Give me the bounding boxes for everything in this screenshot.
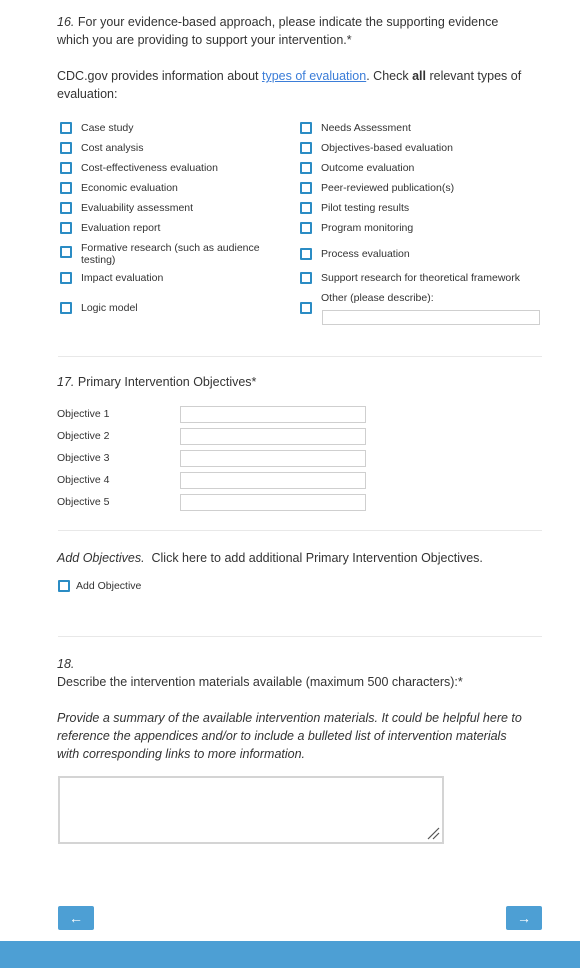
intro-emphasis: all [412,69,426,83]
objective-label: Objective 1 [57,408,110,420]
question-text: For your evidence-based approach, please indicate the supporting evidence which you are providing to support your intervention.* [57,15,499,47]
checkbox-label: Evaluation report [81,222,161,234]
checkbox-add-objective[interactable] [58,580,70,592]
intro-text-mid: . Check [366,69,413,83]
divider [58,636,542,637]
question-number: 17. [57,375,75,389]
checkbox-process-evaluation[interactable] [300,248,312,260]
divider [58,356,542,357]
materials-textarea[interactable] [58,776,444,844]
objective-3-input[interactable] [180,450,366,467]
question-17 [57,373,532,391]
add-objectives-title: Add Objectives. [57,551,145,565]
checkbox-objectives-based-evaluation[interactable] [300,142,312,154]
back-button[interactable]: ← [58,906,94,930]
checkbox-support-research[interactable] [300,272,312,284]
checkbox-program-monitoring[interactable] [300,222,312,234]
checkbox-cost-effectiveness-evaluation[interactable] [60,162,72,174]
question-number: 16. [57,15,75,29]
types-of-evaluation-link[interactable]: types of evaluation [261,69,367,83]
checkbox-label: Objectives-based evaluation [321,142,453,154]
checkbox-label: Program monitoring [321,222,414,234]
checkbox-evaluability-assessment[interactable] [60,202,72,214]
question-16 [57,13,532,49]
objective-1-input[interactable] [180,406,366,423]
checkbox-peer-reviewed-publications[interactable] [300,182,312,194]
checkbox-evaluation-report[interactable] [60,222,72,234]
checkbox-label: Case study [81,122,134,134]
checkbox-economic-evaluation[interactable] [60,182,72,194]
objective-label: Objective 2 [57,430,110,442]
question-number: 18. [57,657,75,671]
checkbox-cost-analysis[interactable] [60,142,72,154]
question-18-help: Provide a summary of the available intervention materials. It could be helpful here to reference the appendices and/or to include a bulleted list of intervention materials with corresponding links to more information. [57,711,522,761]
checkbox-logic-model[interactable] [60,302,72,314]
intro-text-end: relevant types of evaluation: [57,69,522,101]
checkbox-label: Process evaluation [321,248,410,260]
other-describe-input[interactable] [322,310,540,325]
objective-label: Objective 4 [57,474,110,486]
checkbox-label: Cost analysis [81,142,144,154]
add-objectives-text: Click here to add additional Primary Intervention Objectives. [151,551,483,565]
checkbox-label: Formative research (such as audience testing) [81,242,260,266]
objective-label: Objective 5 [57,496,110,508]
checkbox-label: Logic model [81,302,138,314]
checkbox-label: Economic evaluation [81,182,178,194]
objective-4-input[interactable] [180,472,366,489]
objective-5-input[interactable] [180,494,366,511]
objective-label: Objective 3 [57,452,110,464]
checkbox-label: Add Objective [76,580,142,592]
resize-handle-icon[interactable] [426,826,440,840]
next-button[interactable]: → [506,906,542,930]
checkbox-label: Evaluability assessment [81,202,194,214]
checkbox-label: Peer-reviewed publication(s) [321,182,455,194]
checkbox-outcome-evaluation[interactable] [300,162,312,174]
intro-text: CDC.gov provides information about [57,69,262,83]
checkbox-label: Other (please describe): [321,292,434,304]
divider [58,530,542,531]
checkbox-other[interactable] [300,302,312,314]
checkbox-label: Pilot testing results [321,202,410,214]
checkbox-pilot-testing-results[interactable] [300,202,312,214]
footer-bar [0,941,580,968]
evaluation-intro [57,67,532,103]
checkbox-label: Needs Assessment [321,122,411,134]
question-text: Primary Intervention Objectives* [77,375,257,389]
checkbox-formative-research[interactable] [60,246,72,258]
checkbox-label: Outcome evaluation [321,162,415,174]
checkbox-needs-assessment[interactable] [300,122,312,134]
add-objectives-prompt [57,549,537,567]
question-18-number [57,655,74,673]
checkbox-label: Cost-effectiveness evaluation [81,162,218,174]
checkbox-label: Support research for theoretical framework [321,272,521,284]
question-18-prompt: Describe the intervention materials available (maximum 500 characters):* [57,675,463,689]
checkbox-label: Impact evaluation [81,272,164,284]
objective-2-input[interactable] [180,428,366,445]
checkbox-case-study[interactable] [60,122,72,134]
checkbox-impact-evaluation[interactable] [60,272,72,284]
